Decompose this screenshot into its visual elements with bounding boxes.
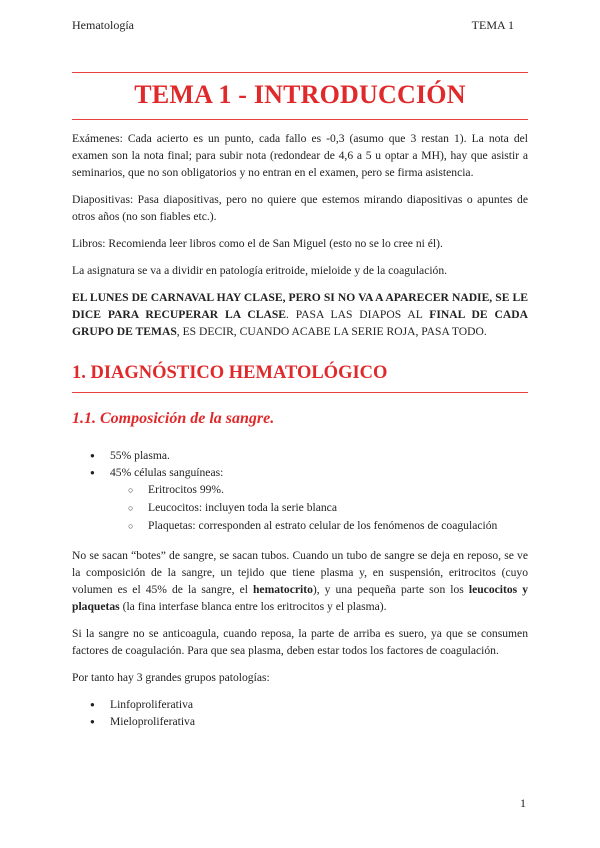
- leucocitos-plaquetas-bold: leucocitos y plaquetas: [72, 583, 528, 613]
- sublist-item: ○ Leucocitos: incluyen toda la serie blanca: [110, 499, 528, 517]
- list-item: [72, 464, 528, 535]
- list-item: ● Linfoproliferativa: [72, 696, 528, 713]
- cell-sublist: [110, 481, 528, 535]
- hematocrito-bold: hematocrito: [252, 583, 313, 596]
- carnival-bold-text-2: FINAL DE CADA GRUPO DE TEMAS: [72, 308, 528, 338]
- tubes-text-3: (la fina interfase blanca entre los eritrocitos y el plasma).: [119, 600, 387, 613]
- carnival-bold-text: EL LUNES DE CARNAVAL HAY CLASE, PERO SI NO VA A APARECER NADIE, SE LE DICE PARA RECUPERAR LA CLASE: [72, 291, 528, 321]
- document-body: [72, 130, 528, 742]
- subsection-heading-composicion: 1.1. Composición de la sangre.: [72, 410, 275, 427]
- section-heading-diagnostico: 1. DIAGNÓSTICO HEMATOLÓGICO: [72, 363, 388, 383]
- paragraph-slides: Diapositivas: Pasa diapositivas, pero no quiere que estemos mirando diapositivas o apuntes de otros años (no son fiables etc.).: [72, 193, 528, 223]
- paragraph-exams: Exámenes: Cada acierto es un punto, cada fallo es -0,3 (asumo que 3 restan 1). La nota del examen son la nota final; para subir nota (redondear de 4,6 a 5 u optar a MH), hay que asistir a seminarios, que no son obligatorios y no entran en el examen, pero se firma asistencia.: [72, 132, 528, 179]
- header-topic: TEMA 1: [471, 18, 514, 32]
- pathology-groups-list: [72, 696, 528, 730]
- paragraph-subject-division: La asignatura se va a dividir en patología eritroide, mieloide y de la coagulación.: [72, 264, 448, 277]
- title-top-rule: [72, 72, 528, 73]
- page-title: TEMA 1 - INTRODUCCIÓN: [134, 80, 466, 109]
- paragraph-books: Libros: Recomienda leer libros como el de San Miguel (esto no se lo cree ni él).: [72, 237, 443, 250]
- paragraph-tubes: [72, 547, 528, 615]
- carnival-text-2: , ES DECIR, CUANDO ACABE LA SERIE ROJA, PASA TODO.: [176, 325, 487, 338]
- composition-list: [72, 447, 528, 535]
- title-bottom-rule: [72, 119, 528, 120]
- list-item: ● Mieloproliferativa: [72, 713, 528, 730]
- section-heading-rule: [72, 392, 528, 393]
- tubes-text-2: ), y una pequeña parte son los: [312, 583, 469, 596]
- paragraph-serum-plasma: Si la sangre no se anticoagula, cuando reposa, la parte de arriba es suero, ya que se consumen factores de coagulación. Para que sea plasma, deben estar todos los factores de coagulación.: [72, 627, 528, 657]
- page-number: 1: [520, 796, 526, 810]
- tubes-text-1: No se sacan “botes” de sangre, se sacan tubos. Cuando un tubo de sangre se deja en reposo, se ve la composición de la sangre, un tejido que tiene plasma y, en suspensión, eritrocitos (cuyo volumen es el 45% de la sangre, el: [72, 549, 528, 596]
- sublist-item: ○ Eritrocitos 99%.: [110, 481, 528, 499]
- header-subject: Hematología: [72, 18, 134, 32]
- paragraph-groups-intro: Por tanto hay 3 grandes grupos patologías:: [72, 671, 270, 684]
- carnival-text: . PASA LAS DIAPOS AL: [286, 308, 430, 321]
- list-item-text: 45% células sanguíneas:: [110, 466, 224, 479]
- paragraph-carnival-notice: [72, 289, 528, 340]
- list-item: ● 55% plasma.: [72, 447, 528, 464]
- sublist-item: ○ Plaquetas: corresponden al estrato celular de los fenómenos de coagulación: [110, 517, 528, 535]
